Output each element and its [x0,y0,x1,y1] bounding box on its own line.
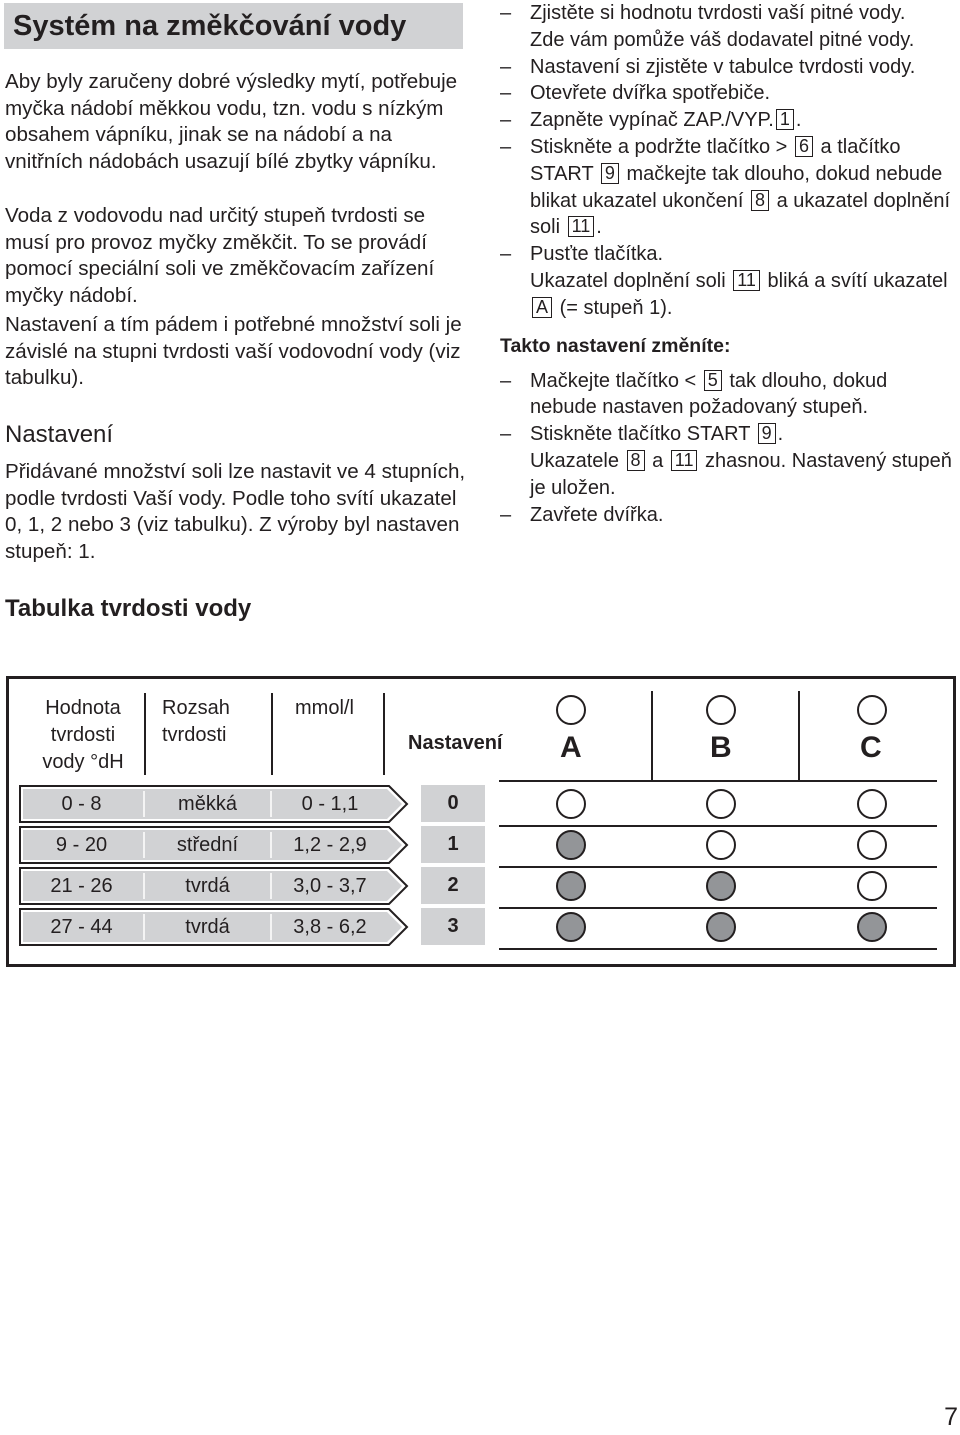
step-6: – Pusťte tlačítka. Ukazatel doplnění soli 11 bliká a svítí ukazatel A (= stupeň 1). [500,243,948,319]
column-letter-b: B [710,731,732,764]
cell-setting: 0 [421,785,485,822]
cell-mmol: 3,8 - 6,2 [293,916,367,938]
cell-dh: 21 - 26 [50,875,113,897]
indicator-c-icon [857,695,887,725]
row-underline [499,948,937,950]
key-5-box: 5 [704,370,722,391]
header-underline [499,780,937,782]
indicator-dot-icon [857,871,887,901]
page-number: 7 [944,1403,958,1431]
table-row [19,785,391,823]
indicator-dot-icon [706,912,736,942]
table-row [19,908,391,946]
row-underline [499,825,937,827]
hardness-table [6,676,956,967]
intro-paragraph-1: Aby byly zaručeny dobré výsledky mytí, potřebuje myčka nádobí měkkou vodu, tzn. vodu s nízkým obsahem vápníku, jinak se na nádobí a na vnitřních nádobách usazují bílé zbytky vápníku. [5,70,458,173]
indicator-dot-icon [857,830,887,860]
table-heading: Tabulka tvrdosti vody [5,595,252,622]
settings-text: Přidávané množství soli lze nastavit ve 4 stupních, podle tvrdosti Vaší vody. Podle toho svítí ukazatel 0, 1, 2 nebo 3 (viz tabulku). Z výroby byl nastaven stupeň: 1. [5,460,466,563]
row-underline [499,866,937,868]
column-letter-c: C [860,731,882,764]
cell-range: měkká [178,793,237,815]
cell-mmol: 0 - 1,1 [301,793,359,815]
indicator-b-icon [706,695,736,725]
key-6-box: 6 [795,136,813,157]
key-9-box: 9 [601,163,619,184]
step-2: – Nastavení si zjistěte v tabulce tvrdosti vody. [500,55,916,78]
indicator-dot-icon [857,912,887,942]
change-step-2: – Stiskněte tlačítko START 9 . Ukazatele 8 a 11 zhasnou. Nastavený stupeň je uložen. [500,423,952,499]
table-row [19,826,391,864]
indicator-11-box: 11 [671,450,698,471]
change-step-1: – Mačkejte tlačítko < 5 tak dlouho, dokud nebude nastaven požadovaný stupeň. [500,369,888,419]
indicator-11-box: 11 [733,270,760,291]
header-range: Rozsah tvrdosti [162,697,230,746]
header-divider [383,693,385,775]
cell-setting: 3 [421,908,485,945]
indicator-dot-icon [706,871,736,901]
indicator-8-box: 8 [751,190,769,211]
page-title: Systém na změkčování vody [4,3,463,49]
cell-dh: 0 - 8 [61,793,102,815]
indicator-dot-icon [857,789,887,819]
cell-mmol: 1,2 - 2,9 [293,834,367,856]
header-mmol: mmol/l [295,697,354,719]
table-row [19,867,391,905]
indicator-a-icon [556,695,586,725]
indicator-dot-icon [706,789,736,819]
step-1: – Zjistěte si hodnotu tvrdosti vaší pitné vody. Zde vám pomůže váš dodavatel pitné vody. [500,2,915,51]
intro-paragraph-2: Voda z vodovodu nad určitý stupeň tvrdosti se musí pro provoz myčky změkčit. To se provádí pomocí speciální soli ve změkčovacím zařízení myčky nádobí. [5,204,435,307]
header-hardness: Hodnota tvrdosti vody °dH [42,697,124,773]
intro-paragraph-3: Nastavení a tím pádem i potřebné množství soli je závislé na stupni tvrdosti vaší vodovodní vody (viz tabulku). [5,313,462,390]
indicator-dot-icon [556,871,586,901]
cell-setting: 1 [421,826,485,863]
cell-setting: 2 [421,867,485,904]
instructions-column [500,0,955,528]
change-heading: Takto nastavení změníte: [500,334,731,357]
indicator-a-box: A [532,297,552,318]
cell-dh: 9 - 20 [55,834,108,856]
indicator-dot-icon [556,789,586,819]
step-3: – Otevřete dvířka spotřebiče. [500,82,771,105]
header-divider [144,693,146,775]
row-underline [499,907,937,909]
step-4: – Zapněte vypínač ZAP./VYP. 1 . [500,109,802,132]
header-divider [271,693,273,775]
header-setting: Nastavení [408,732,503,754]
cell-range: tvrdá [185,875,230,897]
key-1-box: 1 [776,109,794,130]
indicator-dot-icon [556,830,586,860]
key-9-box: 9 [758,423,776,444]
cell-dh: 27 - 44 [50,916,113,938]
column-letter-a: A [560,731,582,764]
column-divider [798,691,800,781]
indicator-8-box: 8 [627,450,645,471]
cell-range: střední [176,834,239,856]
indicator-dot-icon [706,830,736,860]
cell-mmol: 3,0 - 3,7 [293,875,367,897]
column-divider [651,691,653,781]
cell-range: tvrdá [185,916,230,938]
change-step-3: – Zavřete dvířka. [500,503,664,526]
indicator-dot-icon [556,912,586,942]
settings-heading: Nastavení [5,421,114,448]
step-5: – Stiskněte a podržte tlačítko > 6 a tlačítko START 9 mačkejte tak dlouho, dokud nebude blikat ukazatel ukončení 8 a ukazatel doplnění soli 11 . [500,135,951,239]
indicator-11-box: 11 [568,216,595,237]
